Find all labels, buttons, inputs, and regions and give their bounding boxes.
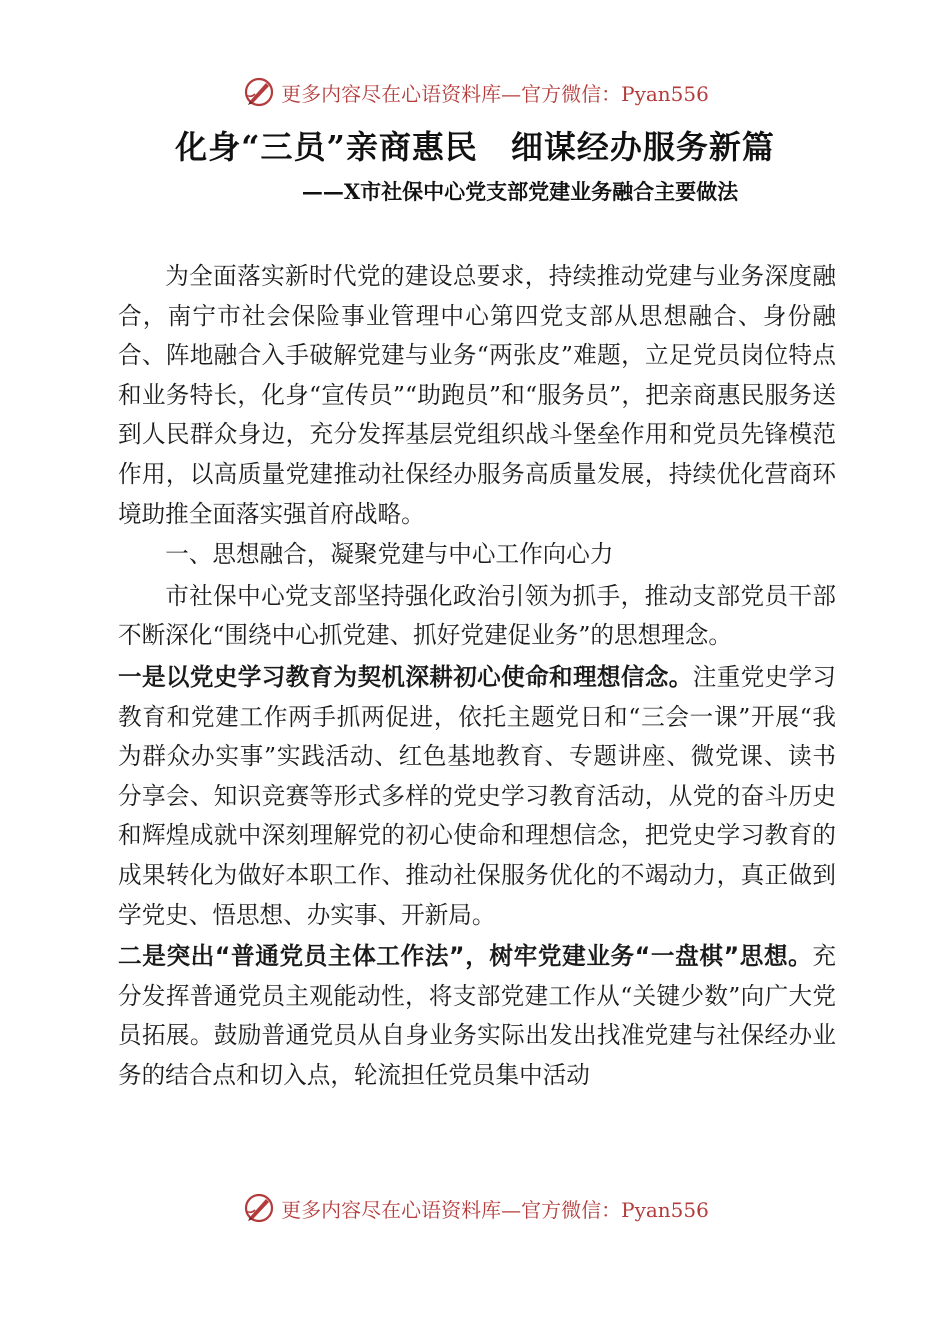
point-1-paragraph [118, 658, 836, 935]
document-subtitle-text: ——X市社保中心党支部党建业务融合主要做法 [301, 179, 739, 204]
watermark-banner-bottom [0, 1188, 950, 1228]
point-1-lead: 一是以党史学习教育为契机深耕初心使命和理想信念。 [118, 662, 693, 691]
point-2-text: 充分发挥普通党员主观能动性，将支部党建工作从“关键少数”向广大党员拓展。鼓励普通党员从自身业务实际出发出找准党建与社保经办业务的结合点和切入点，轮流担任党员集中活动 [118, 942, 836, 1089]
watermark-text: 更多内容尽在心语资料库—官方微信：Pyan556 [281, 81, 709, 106]
section-1-paragraph: 市社保中心党支部坚持强化政治引领为抓手，推动支部党员干部不断深化“围绕中心抓党建、抓好党建促业务”的思想理念。 [118, 581, 836, 650]
intro-paragraph: 为全面落实新时代党的建设总要求，持续推动党建与业务深度融合，南宁市社会保险事业管理中心第四党支部从思想融合、身份融合、阵地融合入手破解党建与业务“两张皮”难题，立足党员岗位特点和业务特长，化身“宣传员”“助跑员”和“服务员”，把亲商惠民服务送到人民群众身边，充分发挥基层党组织战斗堡垒作用和党员先锋模范作用，以高质量党建推动社保经办服务高质量发展，持续优化营商环境助推全面落实强首府战略。 [118, 262, 836, 528]
red-pen-logo-icon [241, 1190, 277, 1226]
section-heading-1: 一、思想融合，凝聚党建与中心工作向心力 [165, 540, 614, 569]
red-pen-logo-icon [241, 74, 277, 110]
watermark-text: 更多内容尽在心语资料库—官方微信：Pyan556 [281, 1197, 709, 1222]
document-subtitle [0, 176, 950, 206]
document-title: 化身“三员”亲商惠民 细谋经办服务新篇 [175, 128, 775, 166]
document-body [118, 257, 836, 1095]
point-1-text: 注重党史学习教育和党建工作两手抓两促进，依托主题党日和“三会一课”开展“我为群众办实事”实践活动、红色基地教育、专题讲座、微党课、读书分享会、知识竞赛等形式多样的党史学习教育活动，从党的奋斗历史和辉煌成就中深刻理解党的初心使命和理想信念，把党史学习教育的成果转化为做好本职工作、推动社保服务优化的不竭动力，真正做到学党史、悟思想、办实事、开新局。 [118, 662, 837, 929]
point-2-paragraph [118, 937, 836, 1095]
point-2-lead: 二是突出“普通党员主体工作法”，树牢党建业务“一盘棋”思想。 [118, 942, 813, 971]
watermark-banner-top [0, 72, 950, 112]
